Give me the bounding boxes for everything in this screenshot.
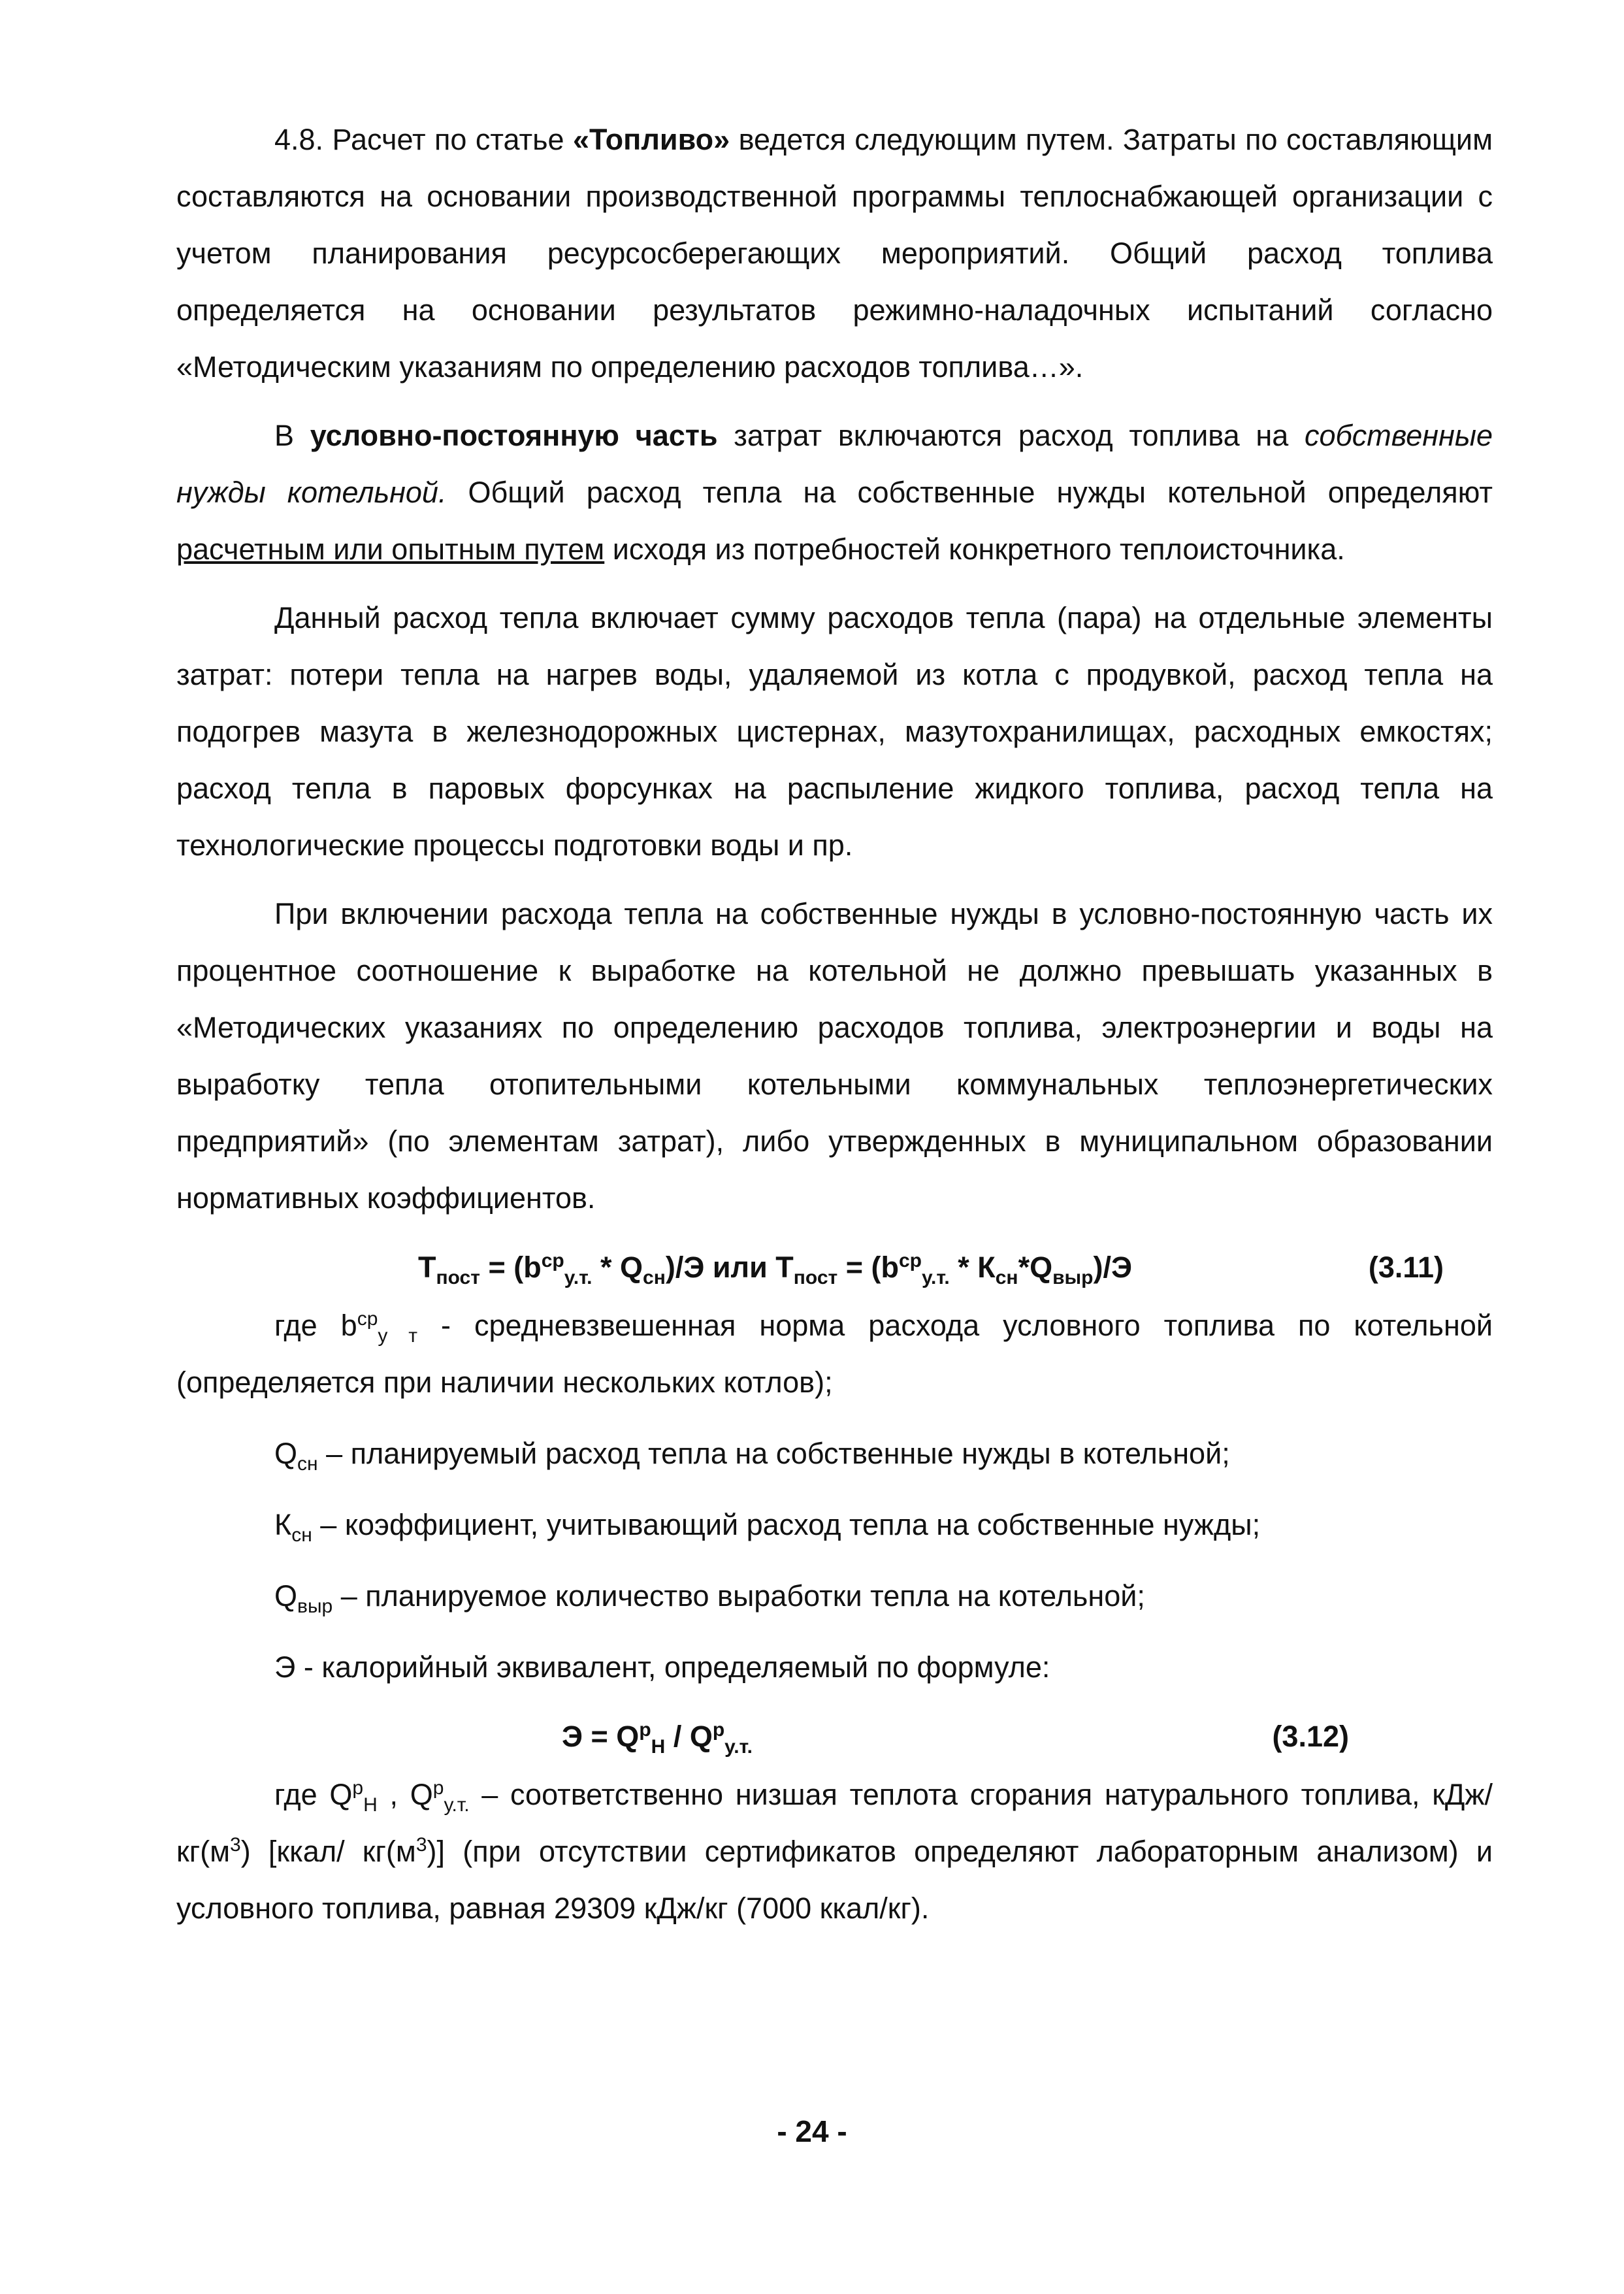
p2-lead: В	[274, 419, 310, 452]
formula-3-12-body: $Э = Q^р_Н / Q^р_{у.т.}$	[562, 1719, 753, 1758]
def-ksn: $К_{сн}$ – коэффициент, учитывающий расход тепла на собственные нужды;	[274, 1508, 1261, 1546]
page-number: - 24 -	[777, 2114, 847, 2148]
def-qsn: $Q_{сн}$ – планируемый расход тепла на собственные нужды в котельной;	[274, 1437, 1230, 1475]
p2-bold-term: условно-постоянную часть	[310, 419, 718, 452]
formula-3-11-number: (3.11)	[1368, 1251, 1444, 1284]
where-bcp-definition: где $b^{ср}_{у т}$ - средневзвешенная норма расхода условного топлива по котельной (определяется при наличии нескольких котлов);	[176, 1308, 1493, 1399]
formula-3-12	[176, 1707, 1493, 1766]
formula-3-11-body: $Т_{пост} = (b^{ср}_{у.т.} * Q_{сн})/Э$ или $Т_{пост} = (b^{ср}_{у.т.} * К_{сн}*Q_{выр})/Э$	[418, 1250, 1132, 1288]
paragraph-conditional-constant	[176, 407, 1493, 578]
formula-3-12-number: (3.12)	[1272, 1720, 1349, 1753]
p1-bold-term: «Топливо»	[573, 123, 730, 156]
formula-3-11	[176, 1238, 1493, 1297]
calorie-equivalent-line: Э - калорийный эквивалент, определяемый по формуле:	[274, 1650, 1050, 1684]
document-page	[176, 111, 1493, 1937]
p2-mid: затрат включаются расход топлива на	[717, 419, 1305, 452]
paragraph-4-8: 4.8. Расчет по статье «Топливо» ведется следующим путем. Затраты по составляющим составляются на основании производственной программы теплоснабжающей организации с учетом планирования ресурсосберегающих мероприятий. Общий расход топлива определяется на основании результатов режимно-наладочных испытаний согласно «Методическим указаниям по определению расходов топлива…».	[176, 123, 1493, 384]
def-qvyr: $Q_{выр}$ – планируемое количество выработки тепла на котельной;	[274, 1579, 1145, 1617]
p2-underlined-term: расчетным или опытным путем	[176, 533, 605, 566]
p2-italic-term: собственные нужды котельной.	[176, 419, 1493, 509]
paragraph-heat-elements: Данный расход тепла включает сумму расходов тепла (пара) на отдельные элементы затрат: потери тепла на нагрев воды, удаляемой из котла с продувкой, расход тепла на подогрев мазута в железнодорожных цистернах, мазутохранилищах, расходных емкостях; расход тепла в паровых форсунках на распыление жидкого топлива, расход тепла на технологические процессы подготовки воды и пр.	[176, 601, 1493, 862]
where-heat-values: где $Q^р_Н$ , $Q^р_{у.т.}$ – соответственно низшая теплота сгорания натурального топлива, кДж/$кг(м^3)$ [ккал/ $кг(м^3)$] (при отсутствии сертификатов определяют лабораторным анализом) и условного топлива, равная 29309 кДж/кг (7000 ккал/кг).	[176, 1777, 1493, 1925]
paragraph-inclusion: При включении расхода тепла на собственные нужды в условно-постоянную часть их процентное соотношение к выработке на котельной не должно превышать указанных в «Методических указаниях по определению расходов топлива, электроэнергии и воды на выработку тепла отопительными котельными коммунальных теплоэнергетических предприятий» (по элементам затрат), либо утвержденных в муниципальном образовании нормативных коэффициентов.	[176, 897, 1493, 1215]
p2-mid2: Общий расход тепла на собственные нужды котельной определяют	[446, 476, 1493, 509]
p2-tail: исходя из потребностей конкретного теплоисточника.	[604, 533, 1345, 566]
